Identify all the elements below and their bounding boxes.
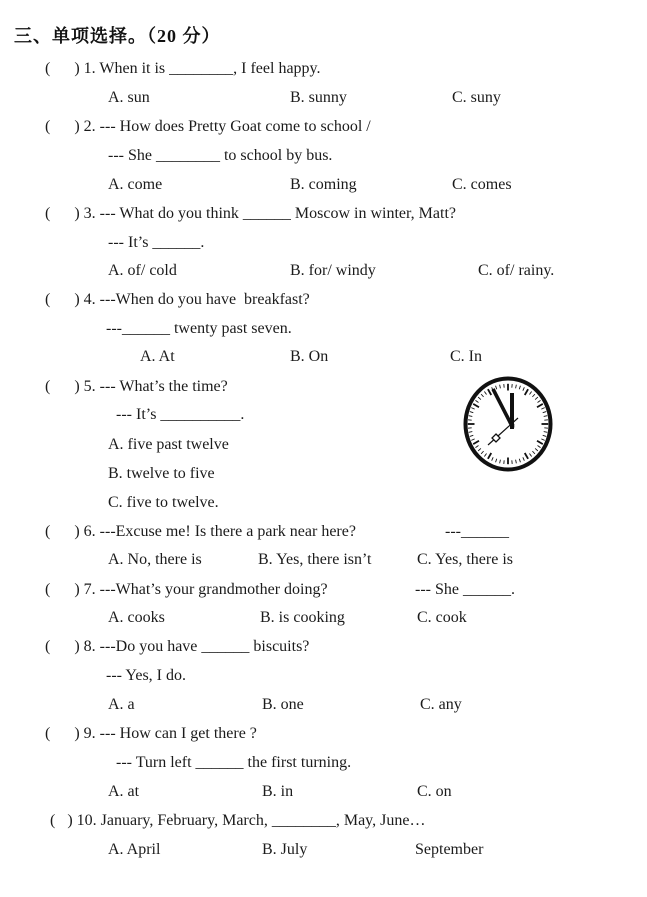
q1-option-a: A. sun [108,89,150,106]
q1-option-b: B. sunny [290,89,347,106]
q7-reply: --- She ______. [415,581,515,598]
q3-option-c: C. of/ rainy. [478,262,555,279]
q5-option-c: C. five to twelve. [108,494,219,511]
q5-stem: ( ) 5. --- What’s the time? [45,378,228,395]
q1-stem: ( ) 1. When it is ________, I feel happy. [45,60,321,77]
q1-option-c: C. suny [452,89,501,106]
q4-option-a: A. At [140,348,175,365]
q8-reply: --- Yes, I do. [106,667,186,684]
q4-stem: ( ) 4. ---When do you have breakfast? [45,291,310,308]
q5-option-b: B. twelve to five [108,465,215,482]
q2-option-a: A. come [108,176,163,193]
q3-stem: ( ) 3. --- What do you think ______ Moscow in winter, Matt? [45,205,456,222]
q4-reply: ---______ twenty past seven. [106,320,292,337]
q8-option-b: B. one [262,696,304,713]
q10-option-a: A. April [108,841,161,858]
q4-option-c: C. In [450,348,482,365]
q6-option-a: A. No, there is [108,551,202,568]
q9-reply: --- Turn left ______ the first turning. [116,754,352,771]
q6-stem: ( ) 6. ---Excuse me! Is there a park near here? [45,523,356,540]
q9-stem: ( ) 9. --- How can I get there ? [45,725,257,742]
q9-option-c: C. on [417,783,452,800]
q6-option-c: C. Yes, there is [417,551,514,568]
q10-option-c: September [415,841,484,858]
q2-option-c: C. comes [452,176,512,193]
analog-clock-image [462,376,554,472]
q5-option-a: A. five past twelve [108,436,229,453]
q4-option-b: B. On [290,348,329,365]
section-title: 三、单项选择。（20 分） [14,26,221,46]
q7-option-b: B. is cooking [260,609,345,626]
clock-second-hand [488,418,518,445]
q8-option-c: C. any [420,696,462,713]
q6-reply-blank: ---______ [445,523,509,540]
q2-reply: --- She ________ to school by bus. [108,147,333,164]
q7-option-a: A. cooks [108,609,165,626]
q2-stem: ( ) 2. --- How does Pretty Goat come to school / [45,118,371,135]
q8-option-a: A. a [108,696,135,713]
q3-reply: --- It’s ______. [108,234,205,251]
q6-option-b: B. Yes, there isn’t [258,551,372,568]
q7-stem: ( ) 7. ---What’s your grandmother doing? [45,581,328,598]
q9-option-b: B. in [262,783,294,800]
q10-option-b: B. July [262,841,308,858]
q9-option-a: A. at [108,783,140,800]
q7-option-c: C. cook [417,609,467,626]
clock-tick-marks [468,384,548,464]
clock-rim [466,379,551,470]
q3-option-a: A. of/ cold [108,262,177,279]
clock-center-pivot [510,423,515,428]
q8-stem: ( ) 8. ---Do you have ______ biscuits? [45,638,310,655]
q10-stem: ( ) 10. January, February, March, ________, May, June… [50,812,426,829]
q2-option-b: B. coming [290,176,357,193]
q3-option-b: B. for/ windy [290,262,376,279]
q5-reply: --- It’s __________. [116,406,245,423]
